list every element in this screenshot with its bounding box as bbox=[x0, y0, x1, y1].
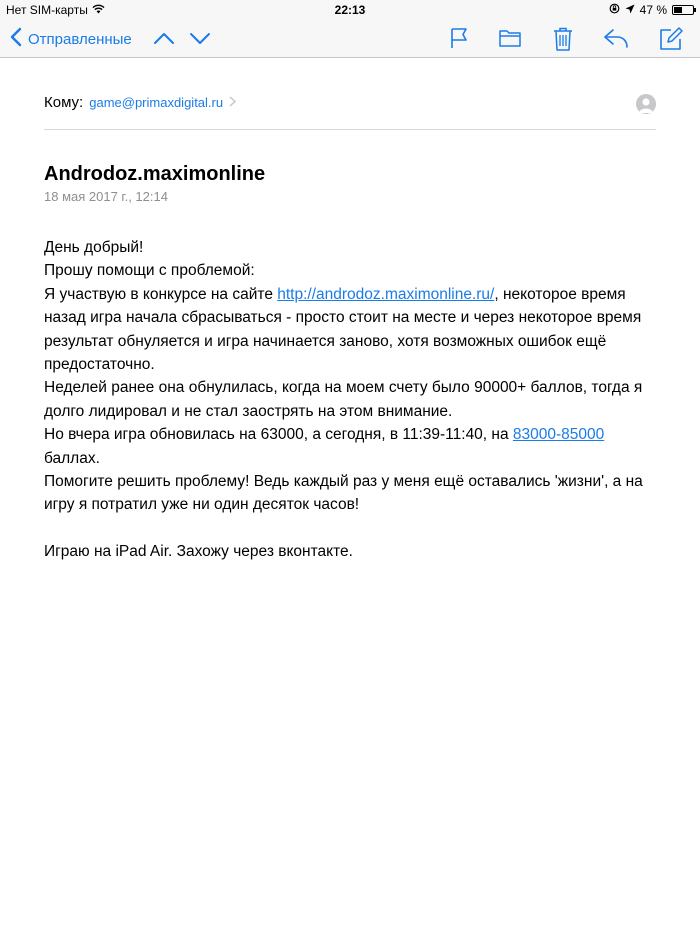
body-help: Прошу помощи с проблемой: bbox=[44, 262, 255, 280]
battery-fill bbox=[674, 7, 682, 13]
body-text: , некоторое время назад игра начала сбрасываться - просто стоит на месте и через некоторое время результат обнуляется и игра начинается заново, хотя возможных ошибок ещё предостаточно. bbox=[44, 285, 642, 374]
folder-button[interactable] bbox=[498, 26, 522, 55]
location-icon bbox=[625, 3, 635, 17]
back-button[interactable] bbox=[10, 27, 132, 51]
message-subject: Androdoz.maximonline bbox=[44, 163, 266, 185]
flag-button[interactable] bbox=[448, 26, 470, 55]
message-nav-arrows bbox=[152, 28, 212, 53]
carrier-text: Нет SIM-карты bbox=[6, 3, 88, 17]
previous-message-button[interactable] bbox=[152, 28, 176, 53]
compose-button[interactable] bbox=[658, 26, 684, 57]
score-link[interactable]: 83000-85000 bbox=[512, 426, 605, 444]
chevron-left-icon bbox=[10, 27, 22, 51]
body-text: Я участвую в конкурсе на сайте bbox=[44, 285, 278, 303]
chevron-right-icon bbox=[229, 95, 236, 110]
message-body bbox=[44, 236, 664, 563]
recipient-row bbox=[44, 94, 236, 111]
recipient-address[interactable]: game@primaxdigital.ru bbox=[89, 95, 224, 110]
body-paragraph-week: Неделей ранее она обнулилась, когда на моем счету было 90000+ баллов, тогда я долго лидировал и не стал заострять на этом внимание. bbox=[44, 379, 643, 420]
header-divider bbox=[44, 129, 656, 130]
body-paragraph-help: Помогите решить проблему! Ведь каждый раз у меня ещё оставались 'жизни', а на игру я потратил уже ни один десяток часов! bbox=[44, 473, 643, 514]
to-label: Кому: bbox=[44, 94, 84, 111]
body-paragraph-site bbox=[44, 283, 664, 377]
body-greeting: День добрый! bbox=[44, 239, 144, 256]
body-paragraph-yesterday bbox=[44, 423, 664, 470]
battery-percent: 47 % bbox=[639, 3, 667, 17]
person-icon bbox=[636, 94, 656, 114]
body-spacer bbox=[44, 517, 664, 540]
trash-button[interactable] bbox=[552, 26, 574, 57]
back-label: Отправленные bbox=[28, 30, 132, 48]
status-right bbox=[609, 3, 694, 17]
status-time: 22:13 bbox=[334, 3, 366, 17]
next-message-button[interactable] bbox=[188, 28, 212, 53]
battery-icon bbox=[672, 5, 694, 15]
message-date: 18 мая 2017 г., 12:14 bbox=[44, 189, 168, 204]
body-paragraph-device: Играю на iPad Air. Захожу через вконтакте. bbox=[44, 542, 353, 560]
status-bar bbox=[0, 0, 700, 20]
avatar[interactable] bbox=[636, 94, 656, 114]
body-text: Но вчера игра обновилась на 63000, а сегодня, в 11:39-11:40, на bbox=[44, 426, 513, 444]
reply-button[interactable] bbox=[602, 26, 630, 55]
body-text: баллах. bbox=[44, 449, 100, 467]
site-link[interactable]: http://androdoz.maximonline.ru/ bbox=[277, 285, 495, 303]
nav-bar bbox=[0, 20, 700, 58]
orientation-lock-icon bbox=[609, 3, 620, 17]
